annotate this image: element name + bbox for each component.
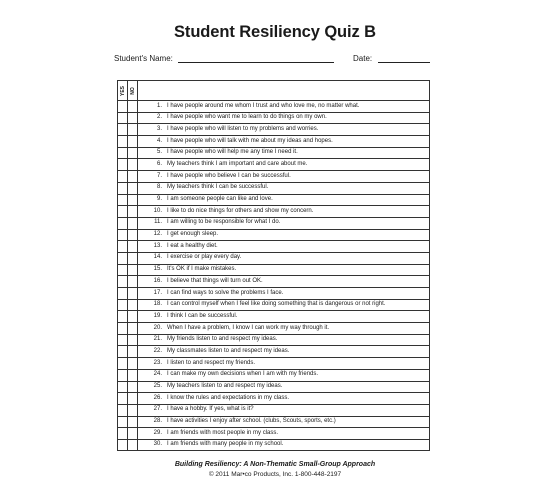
item-number: 10.	[153, 207, 162, 214]
item-statement: I have people who believe I can be successful.	[167, 172, 291, 179]
no-checkbox[interactable]	[128, 417, 138, 428]
item-statement: My teachers think I can be successful.	[167, 184, 269, 191]
quiz-item-row	[117, 275, 430, 287]
no-checkbox[interactable]	[128, 113, 138, 124]
item-statement: When I have a problem, I know I can work my way through it.	[167, 324, 330, 331]
quiz-item-row	[117, 158, 430, 170]
no-checkbox[interactable]	[128, 230, 138, 241]
item-statement: I think I can be successful.	[167, 312, 238, 319]
no-checkbox[interactable]	[128, 218, 138, 229]
student-name-line[interactable]	[178, 62, 334, 63]
item-statement: My teachers listen to and respect my ideas.	[167, 383, 283, 389]
yes-column-header: YES	[118, 81, 128, 101]
item-statement: I have a hobby. If yes, what is it?	[167, 406, 254, 413]
yes-checkbox[interactable]	[118, 358, 128, 369]
quiz-item-row	[117, 439, 430, 452]
item-number: 12.	[153, 231, 162, 238]
quiz-item-row	[117, 100, 430, 112]
quiz-item-row	[117, 217, 430, 229]
item-number: 26.	[153, 394, 162, 401]
no-checkbox[interactable]	[128, 206, 138, 217]
yes-checkbox[interactable]	[118, 346, 128, 357]
no-checkbox[interactable]	[128, 241, 138, 252]
no-checkbox[interactable]	[128, 323, 138, 334]
quiz-item-row	[117, 334, 430, 346]
item-statement: I have people around me whom I trust and who love me, no matter what.	[167, 102, 360, 109]
quiz-item-row	[117, 287, 430, 299]
item-number: 9.	[156, 196, 162, 202]
item-number: 14.	[153, 254, 162, 261]
quiz-item-row	[117, 427, 430, 439]
quiz-item-row	[117, 322, 430, 334]
item-number: 1.	[156, 102, 162, 109]
item-number: 7.	[156, 172, 162, 179]
no-checkbox[interactable]	[128, 335, 138, 346]
no-checkbox[interactable]	[128, 124, 138, 135]
item-statement: I eat a healthy diet.	[167, 242, 218, 249]
quiz-table-header	[117, 80, 430, 100]
yes-checkbox[interactable]	[118, 253, 128, 264]
item-number: 19.	[153, 312, 162, 319]
quiz-item-row	[117, 229, 430, 241]
no-checkbox[interactable]	[128, 159, 138, 170]
item-number: 13.	[153, 242, 162, 249]
item-statement: I can control myself when I feel like doing something that is dangerous or not right.	[167, 301, 386, 308]
item-number: 30.	[153, 441, 162, 448]
quiz-item-row	[117, 264, 430, 276]
yes-checkbox[interactable]	[118, 382, 128, 393]
item-number: 4.	[156, 137, 162, 144]
yes-checkbox[interactable]	[118, 230, 128, 241]
item-statement: I listen to and respect my friends.	[167, 359, 256, 366]
no-checkbox[interactable]	[128, 276, 138, 287]
quiz-title: Student Resiliency Quiz B	[174, 23, 376, 41]
quiz-item-row	[117, 182, 430, 194]
item-number: 11.	[154, 219, 162, 226]
yes-checkbox[interactable]	[118, 136, 128, 147]
quiz-item-row	[117, 112, 430, 124]
yes-checkbox[interactable]	[118, 148, 128, 159]
item-statement: I can make my own decisions when I am with my friends.	[167, 371, 319, 378]
quiz-item-row	[117, 170, 430, 182]
yes-checkbox[interactable]	[118, 101, 128, 112]
item-statement: I have activities I enjoy after school. (clubs, Scouts, sports, etc.)	[167, 418, 336, 425]
item-statement: I am willing to be responsible for what I do.	[167, 219, 281, 226]
item-statement: I am someone people can like and love.	[167, 196, 273, 202]
yes-checkbox[interactable]	[118, 440, 128, 451]
item-statement: I have people who want me to learn to do things on my own.	[167, 114, 327, 121]
item-statement: I have people who will listen to my problems and worries.	[167, 125, 319, 132]
item-statement: I believe that things will turn out OK.	[167, 277, 263, 284]
yes-checkbox[interactable]	[118, 113, 128, 124]
quiz-item-row	[117, 194, 430, 206]
quiz-item-row	[117, 147, 430, 159]
yes-checkbox[interactable]	[118, 417, 128, 428]
item-number: 24.	[153, 371, 162, 378]
quiz-item-row	[117, 205, 430, 217]
no-column-header: NO	[128, 81, 138, 101]
no-checkbox[interactable]	[128, 265, 138, 276]
quiz-item-row	[117, 299, 430, 311]
yes-checkbox[interactable]	[118, 370, 128, 381]
yes-checkbox[interactable]	[118, 241, 128, 252]
item-number: 28.	[153, 418, 162, 425]
no-checkbox[interactable]	[128, 382, 138, 393]
yes-checkbox[interactable]	[118, 159, 128, 170]
no-checkbox[interactable]	[128, 428, 138, 439]
item-statement: I like to do nice things for others and show my concern.	[167, 207, 314, 214]
no-checkbox[interactable]	[128, 440, 138, 451]
yes-checkbox[interactable]	[118, 206, 128, 217]
yes-checkbox[interactable]	[118, 288, 128, 299]
quiz-item-row	[117, 381, 430, 393]
item-number: 3.	[156, 125, 162, 132]
quiz-item-row	[117, 404, 430, 416]
item-number: 15.	[153, 266, 162, 273]
quiz-item-row	[117, 416, 430, 428]
item-statement: I can find ways to solve the problems I face.	[167, 289, 284, 296]
no-checkbox[interactable]	[128, 288, 138, 299]
item-number: 29.	[153, 429, 162, 436]
quiz-item-row	[117, 123, 430, 135]
item-statement: I have people who will help me any time I need it.	[167, 149, 298, 156]
quiz-item-row	[117, 392, 430, 404]
yes-checkbox[interactable]	[118, 265, 128, 276]
yes-checkbox[interactable]	[118, 300, 128, 311]
quiz-items	[117, 100, 430, 451]
no-checkbox[interactable]	[128, 101, 138, 112]
no-checkbox[interactable]	[128, 136, 138, 147]
yes-checkbox[interactable]	[118, 218, 128, 229]
no-checkbox[interactable]	[128, 346, 138, 357]
item-number: 23.	[153, 359, 162, 366]
item-statement: I am friends with many people in my school.	[167, 441, 284, 448]
item-number: 21.	[153, 336, 162, 343]
quiz-item-row	[117, 135, 430, 147]
quiz-item-row	[117, 345, 430, 357]
no-checkbox[interactable]	[128, 253, 138, 264]
item-number: 2.	[156, 114, 162, 121]
item-statement: I have people who will talk with me about my ideas and hopes.	[167, 137, 333, 144]
no-checkbox[interactable]	[128, 171, 138, 182]
yes-checkbox[interactable]	[118, 171, 128, 182]
quiz-item-row	[117, 357, 430, 369]
item-number: 20.	[153, 324, 162, 331]
copyright-line: © 2011 Mar•co Products, Inc. 1-800-448-2197	[208, 471, 342, 478]
item-number: 8.	[156, 184, 162, 191]
yes-checkbox[interactable]	[118, 323, 128, 334]
item-number: 25.	[153, 383, 162, 389]
item-number: 27.	[153, 406, 162, 413]
item-number: 18.	[153, 301, 162, 308]
no-checkbox[interactable]	[128, 393, 138, 404]
book-title: Building Resiliency: A Non-Thematic Small-Group Approach	[174, 461, 376, 468]
no-checkbox[interactable]	[128, 405, 138, 416]
quiz-item-row	[117, 369, 430, 381]
yes-checkbox[interactable]	[118, 183, 128, 194]
item-number: 17.	[153, 289, 162, 296]
yes-checkbox[interactable]	[118, 428, 128, 439]
item-number: 22.	[153, 347, 162, 354]
item-statement: I know the rules and expectations in my class.	[167, 394, 290, 401]
date-label: Date:	[353, 54, 373, 63]
quiz-item-row	[117, 252, 430, 264]
yes-checkbox[interactable]	[118, 405, 128, 416]
item-statement: My classmates listen to and respect my ideas.	[167, 347, 290, 354]
yes-checkbox[interactable]	[118, 276, 128, 287]
yes-checkbox[interactable]	[118, 195, 128, 206]
no-checkbox[interactable]	[128, 195, 138, 206]
item-number: 5.	[156, 149, 162, 156]
date-line[interactable]	[378, 62, 430, 63]
student-name-label: Student's Name:	[114, 54, 173, 63]
quiz-item-row	[117, 240, 430, 252]
yes-checkbox[interactable]	[118, 335, 128, 346]
item-number: 16.	[153, 277, 162, 284]
item-statement: I exercise or play every day.	[167, 254, 242, 261]
no-checkbox[interactable]	[128, 148, 138, 159]
item-statement: My friends listen to and respect my ideas.	[167, 336, 278, 343]
yes-checkbox[interactable]	[118, 124, 128, 135]
quiz-table	[117, 80, 430, 452]
no-checkbox[interactable]	[128, 370, 138, 381]
no-checkbox[interactable]	[128, 311, 138, 322]
no-checkbox[interactable]	[128, 300, 138, 311]
no-checkbox[interactable]	[128, 358, 138, 369]
item-number: 6.	[156, 160, 162, 167]
yes-checkbox[interactable]	[118, 311, 128, 322]
item-statement: I am friends with most people in my class.	[167, 429, 279, 436]
yes-checkbox[interactable]	[118, 393, 128, 404]
item-statement: I get enough sleep.	[167, 231, 219, 238]
quiz-item-row	[117, 310, 430, 322]
item-statement: My teachers think I am important and care about me.	[167, 160, 308, 167]
no-checkbox[interactable]	[128, 183, 138, 194]
item-statement: It's OK if I make mistakes.	[167, 266, 237, 273]
